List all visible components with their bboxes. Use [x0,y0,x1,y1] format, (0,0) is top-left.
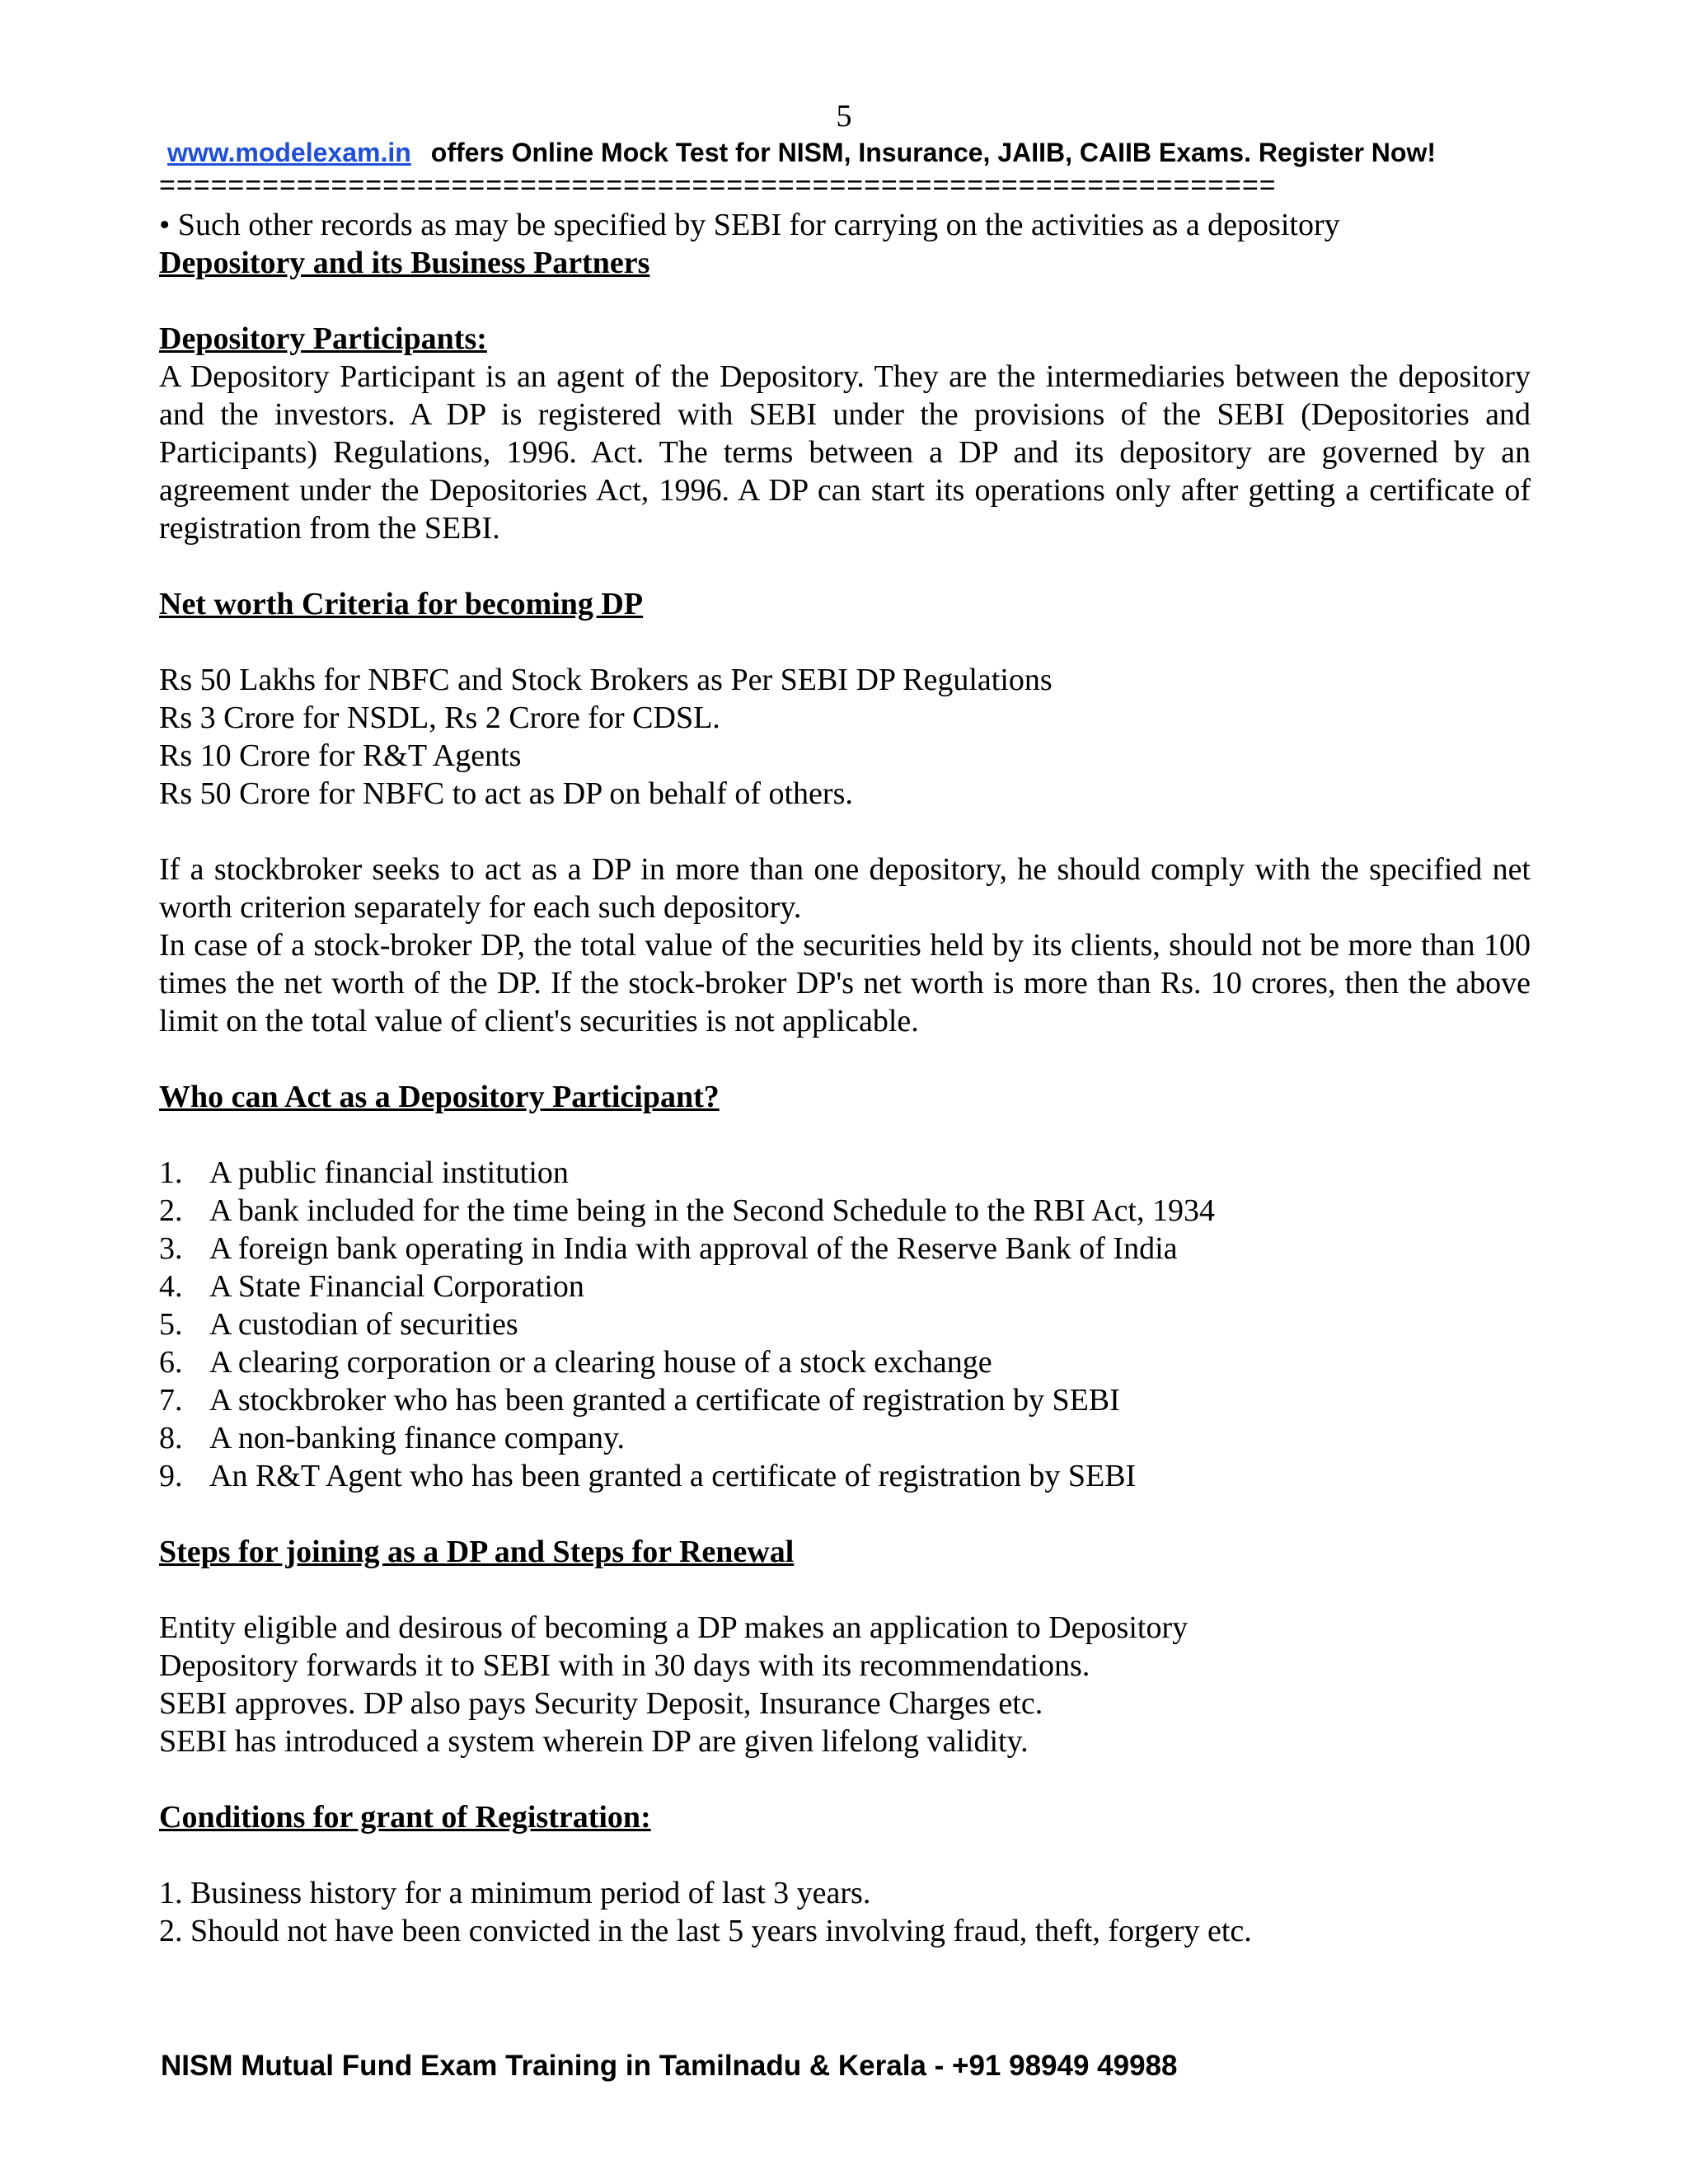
list-item: 9. An R&T Agent who has been granted a certificate of registration by SEBI [159,1459,1137,1493]
list-item: 7. A stockbroker who has been granted a certificate of registration by SEBI [159,1383,1120,1418]
networth-line: Rs 50 Lakhs for NBFC and Stock Brokers as Per SEBI DP Regulations [159,663,1053,697]
modelexam-link[interactable]: www.modelexam.in [167,138,411,167]
header-tagline: offers Online Mock Test for NISM, Insurance, JAIIB, CAIIB Exams. Register Now! [430,138,1436,167]
heading-business-partners: Depository and its Business Partners [159,246,650,280]
heading-net-worth: Net worth Criteria for becoming DP [159,587,644,621]
list-item: 5. A custodian of securities [159,1307,518,1342]
conditions-line: 2. Should not have been convicted in the last 5 years involving fraud, theft, forgery etc. [159,1914,1252,1948]
heading-conditions: Conditions for grant of Registration: [159,1800,651,1835]
list-item: 3. A foreign bank operating in India with approval of the Reserve Bank of India [159,1231,1178,1266]
page-header [167,135,1436,170]
dp-paragraph: A Depository Participant is an agent of the Depository. They are the intermediaries between the depository and the investors. A DP is registered with SEBI under the provisions of the SEBI (Depositories and Participants) Regulations, 1996. Act. The terms between a DP and its depository are governed by an agreement under the Depositories Act, 1996. A DP can start its operations only after getting a certificate of registration from the SEBI. [159,359,1531,546]
steps-line: SEBI approves. DP also pays Security Deposit, Insurance Charges etc. [159,1686,1043,1721]
heading-steps: Steps for joining as a DP and Steps for Renewal [159,1535,795,1569]
heading-who-can-act: Who can Act as a Depository Participant? [159,1080,720,1114]
list-item: 1. A public financial institution [159,1155,569,1190]
networth-line: Rs 50 Crore for NBFC to act as DP on behalf of others. [159,776,853,811]
stockbroker-paragraph-1: If a stockbroker seeks to act as a DP in more than one depository, he should comply with the specified net worth criterion separately for each such depository. [159,852,1531,925]
header-separator: ================================================================= [159,171,1277,199]
document-body [159,206,1531,1950]
networth-line: Rs 3 Crore for NSDL, Rs 2 Crore for CDSL. [159,701,720,735]
who-can-act-list [159,1154,1531,1495]
conditions-line: 1. Business history for a minimum period of last 3 years. [159,1876,871,1910]
stockbroker-paragraph-2: In case of a stock-broker DP, the total value of the securities held by its clients, should not be more than 100 times the net worth of the DP. If the stock-broker DP's net worth is more than Rs. 10 crores, then the above limit on the total value of client's securities is not applicable. [159,928,1531,1038]
page-footer: NISM Mutual Fund Exam Training in Tamilnadu & Kerala - +91 98949 49988 [161,2050,1178,2082]
networth-line: Rs 10 Crore for R&T Agents [159,738,522,773]
intro-bullet: • Such other records as may be specified by SEBI for carrying on the activities as a depository [159,208,1340,242]
steps-line: Entity eligible and desirous of becoming a DP makes an application to Depository [159,1610,1189,1645]
page-number: 5 [836,99,852,134]
steps-line: Depository forwards it to SEBI with in 30 days with its recommendations. [159,1648,1090,1683]
list-item: 4. A State Financial Corporation [159,1269,584,1304]
list-item: 6. A clearing corporation or a clearing house of a stock exchange [159,1345,992,1380]
steps-line: SEBI has introduced a system wherein DP are given lifelong validity. [159,1724,1029,1759]
heading-depository-participants: Depository Participants: [159,321,487,356]
list-item: 2. A bank included for the time being in the Second Schedule to the RBI Act, 1934 [159,1193,1215,1228]
list-item: 8. A non-banking finance company. [159,1421,626,1455]
